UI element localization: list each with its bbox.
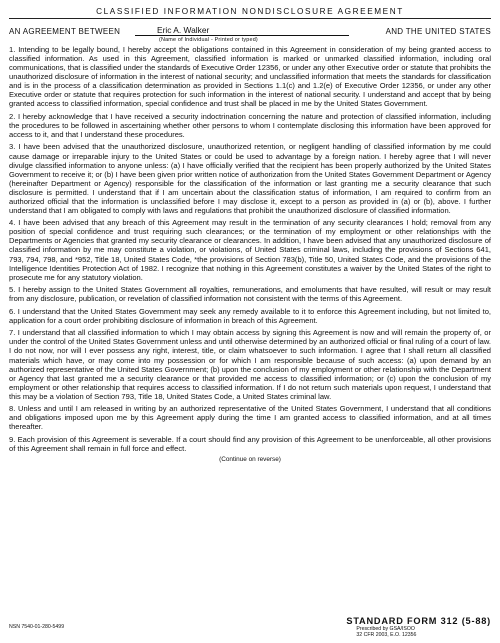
- paragraph-5: 5. I hereby assign to the United States Government all royalties, remunerations, and emoluments that have resulted, will result or may result from any disclosure, publication, or revelation of classified information not consistent with the terms of this Agreement.: [9, 285, 491, 304]
- paragraph-8: 8. Unless and until I am released in writing by an authorized representative of the United States Government, I understand that all conditions and obligations imposed upon me by this Agreement apply during the time I am granted access to classified information, and at all times thereafter.: [9, 404, 491, 432]
- form-identifier: [346, 616, 491, 638]
- name-caption: (Name of Individual - Printed or typed): [159, 37, 258, 43]
- paragraph-6: 6. I understand that the United States Government may seek any remedy available to it to enforce this Agreement including, but not limited to, application for a court order prohibiting disclosure of information in breach of this Agreement.: [9, 306, 491, 325]
- paragraph-2: 2. I hereby acknowledge that I have received a security indoctrination concerning the nature and protection of classified information, including the procedures to be followed in ascertaining whether other persons to whom I contemplate disclosing this information have been approved for access to it, and that I understand these procedures.: [9, 111, 491, 139]
- paragraph-1: 1. Intending to be legally bound, I hereby accept the obligations contained in this Agreement in consideration of my being granted access to classified information. As used in this Agreement, classified information is marked or unmarked classified information, including oral communications, that is classified under the standards of Executive Order 12356, or under any other Executive order or statute that prohibits the unauthorized disclosure of information in the interest of national security; and unclassified information that meets the standards for classification and is in the process of a classification determination as provided in Sections 1.1(c) and 1.2(e) of Executive Order 12356, or under any other Executive order or statute that requires protection for such information in the interest of national security. I understand and accept that by being granted access to classified information, special confidence and trust shall be placed in me by the United States Government.: [9, 45, 491, 109]
- form-title: CLASSIFIED INFORMATION NONDISCLOSURE AGREEMENT: [96, 7, 404, 16]
- title-divider: [9, 18, 491, 19]
- signer-name: Eric A. Walker: [135, 25, 349, 36]
- regulation-reference: 32 CFR 2003, E.O. 12356: [356, 632, 417, 638]
- continue-note: (Continue on reverse): [219, 455, 281, 463]
- paragraph-7: 7. I understand that all classified information to which I may obtain access by signing this Agreement is now and will remain the property of, or under the control of the United States Government unless and until otherwise determined by an authorized official or final ruling of a court of law. I do not now, nor will I ever possess any right, interest, title, or claim whatsoever to such information. I agree that I shall return all classified materials which have, or may come into my possession or for which I am responsible because of such access: (a) upon demand by an authorized representative of the United States Government; (b) upon the conclusion of my employment or other relationship with the Department or Agency that last granted me a security clearance or that provided me access to classified information; or (c) upon the conclusion of my employment or other relationship that requires access to classified information. If I do not return such materials upon request, I understand that this may be a violation of Section 793, Title 18, United States Code, a United States criminal law.: [9, 328, 491, 401]
- nsn-number: NSN 7540-01-280-5499: [9, 624, 65, 630]
- between-label: AN AGREEMENT BETWEEN: [9, 27, 121, 36]
- other-party: AND THE UNITED STATES: [385, 27, 491, 36]
- paragraph-4: 4. I have been advised that any breach of this Agreement may result in the termination of any security clearances I hold; removal from any position of special confidence and trust requiring such clearances; or the termination of my employment or other relationships with the Departments or Agencies that granted my security clearance or clearances. In addition, I have been advised that any unauthorized disclosure of classified information by me may constitute a violation, or violations, of United States criminal laws, including the provisions of Sections 641, 793, 794, 798, and *952, Title 18, United States Code, *the provisions of Section 783(b), Title 50, United States Code, and the provisions of the Intelligence Identities Protection Act of 1982. I recognize that nothing in this Agreement constitutes a waiver by the United States of the right to prosecute me for any statutory violation.: [9, 218, 491, 282]
- standard-form-name: STANDARD FORM 312 (5-88): [346, 616, 491, 626]
- paragraph-3: 3. I have been advised that the unauthorized disclosure, unauthorized retention, or negligent handling of classified information by me could cause damage or irreparable injury to the United States or could be used to advantage by a foreign nation. I hereby agree that I will never divulge classified information to anyone unless: (a) I have officially verified that the recipient has been properly authorized by the United States Government to receive it; or (b) I have been given prior written notice of authorization from the United States Government Department or Agency (hereinafter Department or Agency) responsible for the classification of the information or last granting me a security clearance that such disclosure is permitted. I understand that if I am uncertain about the classification status of information, I am required to confirm from an authorized official that the information is unclassified before I may disclose it, except to a person as provided in (a) or (b), above. I further understand that I am obligated to comply with laws and regulations that prohibit the unauthorized disclosure of classified information.: [9, 142, 491, 215]
- form-footer: [9, 616, 491, 638]
- parties-line: [9, 23, 491, 36]
- paragraph-9: 9. Each provision of this Agreement is severable. If a court should find any provision of this Agreement to be unenforceable, all other provisions of this Agreement shall remain in full force and effect.: [9, 434, 491, 453]
- prescribed-by: Prescribed by GSA/ISOO: [356, 626, 415, 632]
